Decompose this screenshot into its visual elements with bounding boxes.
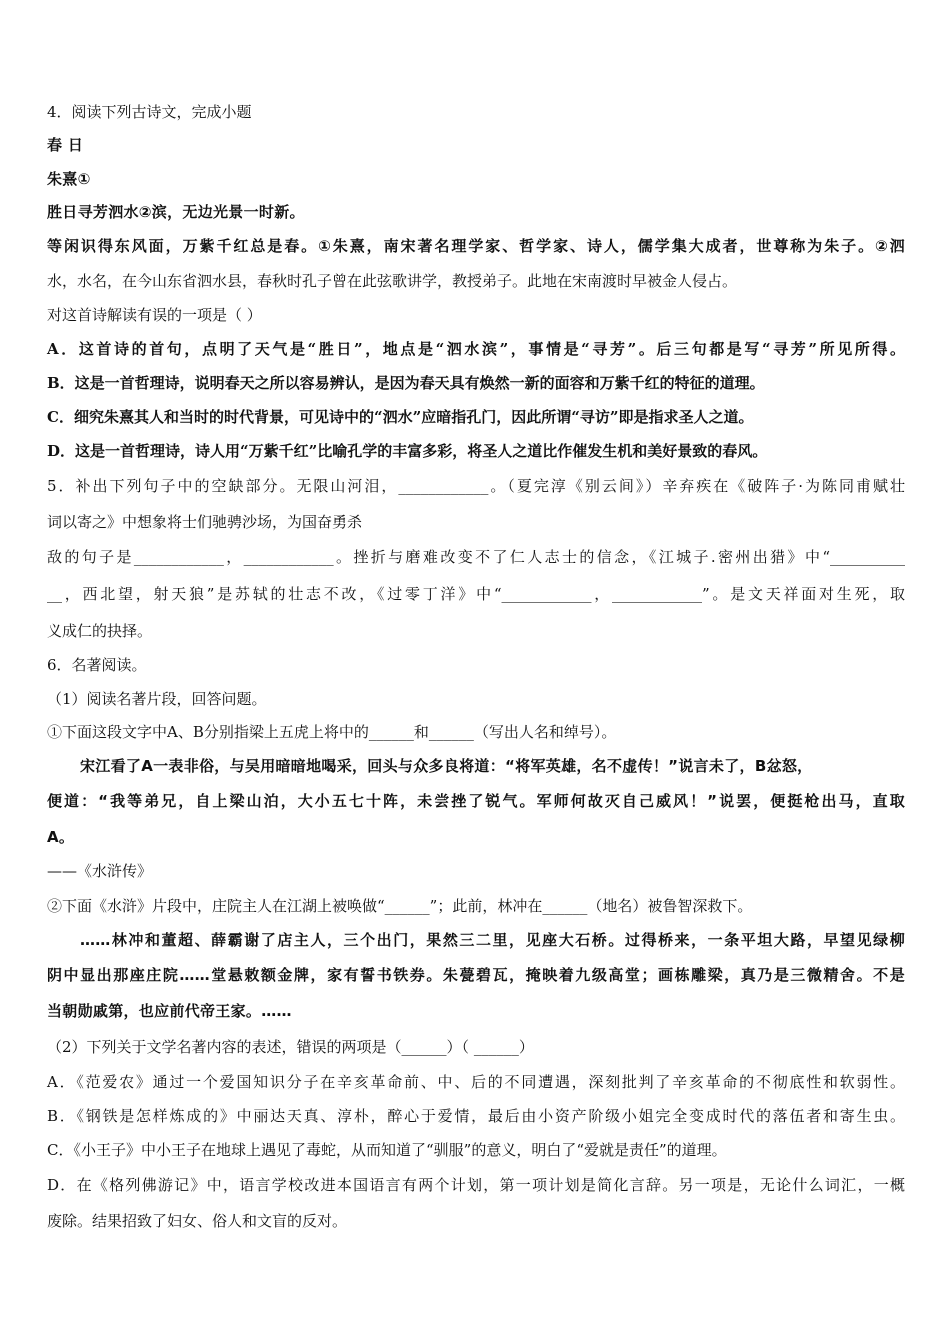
q5-line-4: __，西北望，射天狼”是苏轼的壮志不改，《过零丁洋》中“____________，____________”。是文天祥面对生死，取 — [47, 585, 905, 603]
q4-option-b: B．这是一首哲理诗，说明春天之所以容易辨认，是因为春天具有焕然一新的面容和万紫千红的特征的道理。 — [47, 374, 765, 392]
passage1-line-2: 便道：“我等弟兄，自上梁山泊，大小五七十阵，未尝挫了锐气。军师何故灭自己威风！”说罢，便挺枪出马，直取 — [47, 792, 905, 810]
poem-line-2-notes: 等闲识得东风面，万紫千红总是春。①朱熹，南宋著名理学家、哲学家、诗人，儒学集大成者，世尊称为朱子。②泗 — [47, 237, 905, 255]
q4-option-d: D．这是一首哲理诗，诗人用“万紫千红”比喻孔学的丰富多彩，将圣人之道比作催发生机和美好景致的春风。 — [47, 442, 768, 460]
source-shuihu: ——《水浒传》 — [47, 862, 153, 880]
q6-item1: ①下面这段文字中A、B分别指梁上五虎上将中的______和______（写出人名和绰号）。 — [47, 723, 617, 741]
q6-option-a: A．《范爱农》通过一个爱国知识分子在辛亥革命前、中、后的不同遭遇，深刻批判了辛亥革命的不彻底性和软弱性。 — [47, 1073, 905, 1091]
q6-option-d-cont: 废除。结果招致了妇女、俗人和文盲的反对。 — [47, 1212, 348, 1230]
passage2-line-2: 阴中显出那座庄院……堂悬敕额金牌，家有誓书铁券。朱甍碧瓦，掩映着九级高堂；画栋雕梁，真乃是三微精舍。不是 — [47, 966, 905, 984]
poem-line-1: 胜日寻芳泗水②滨，无边光景一时新。 — [47, 203, 305, 221]
poem-notes: 水，水名，在今山东省泗水县，春秋时孔子曾在此弦歌讲学，教授弟子。此地在宋南渡时早被金人侵占。 — [47, 272, 738, 290]
passage1-line-1: 宋江看了A一表非俗，与吴用暗暗地喝采，回头与众多良将道：“将军英雄，名不虚传！”说言未了，B忿怒， — [80, 757, 813, 775]
q5-line-2: 词以寄之》中想象将士们驰骋沙场，为国奋勇杀 — [47, 513, 363, 531]
q5-line-1: 5．补出下列句子中的空缺部分。无限山河泪，____________。（夏完淳《别云间》）辛弃疾在《破阵子·为陈同甫赋壮 — [47, 477, 905, 495]
q6-heading: 6．名著阅读。 — [47, 656, 147, 674]
q4-heading: 4．阅读下列古诗文，完成小题 — [47, 103, 252, 121]
q6-sub1: （1）阅读名著片段，回答问题。 — [47, 690, 267, 708]
passage1-line-3: A。 — [47, 828, 75, 846]
q6-item2: ②下面《水浒》片段中，庄院主人在江湖上被唤做“______”；此前，林冲在______（地名）被鲁智深救下。 — [47, 897, 753, 915]
q6-option-d: D．在《格列佛游记》中，语言学校改进本国语言有两个计划，第一项计划是简化言辞。另一项是，无论什么词汇，一概 — [47, 1176, 905, 1194]
q5-line-5: 义成仁的抉择。 — [47, 622, 153, 640]
passage2-line-1: ……林冲和董超、薛霸谢了店主人，三个出门，果然三二里，见座大石桥。过得桥来，一条平坦大路，早望见绿柳 — [80, 931, 905, 949]
poem-author: 朱熹① — [47, 170, 91, 188]
q6-sub2: （2）下列关于文学名著内容的表述，错误的两项是（______）（ ______） — [47, 1038, 534, 1056]
q6-option-b: B．《钢铁是怎样炼成的》中丽达天真、淳朴，醉心于爱情，最后由小资产阶级小姐完全变成时代的落伍者和寄生虫。 — [47, 1107, 905, 1125]
q6-option-c: C．《小王子》中小王子在地球上遇见了毒蛇，从而知道了“驯服”的意义，明白了“爱就是责任”的道理。 — [47, 1141, 727, 1159]
passage2-line-3: 当朝勋戚第，也应前代帝王家。…… — [47, 1002, 292, 1020]
q4-question: 对这首诗解读有误的一项是（ ） — [47, 306, 262, 324]
poem-title: 春 日 — [47, 136, 84, 154]
q5-line-3: 敌的句子是____________，____________。挫折与磨难改变不了仁人志士的信念，《江城子.密州出猎》中“__________ — [47, 548, 905, 566]
q4-option-a: A．这首诗的首句，点明了天气是“胜日”，地点是“泗水滨”，事情是“寻芳”。后三句都是写“寻芳”所见所得。 — [47, 340, 905, 358]
q4-option-c: C．细究朱熹其人和当时的时代背景，可见诗中的“泗水”应暗指孔门，因此所谓“寻访”即是指求圣人之道。 — [47, 408, 754, 426]
